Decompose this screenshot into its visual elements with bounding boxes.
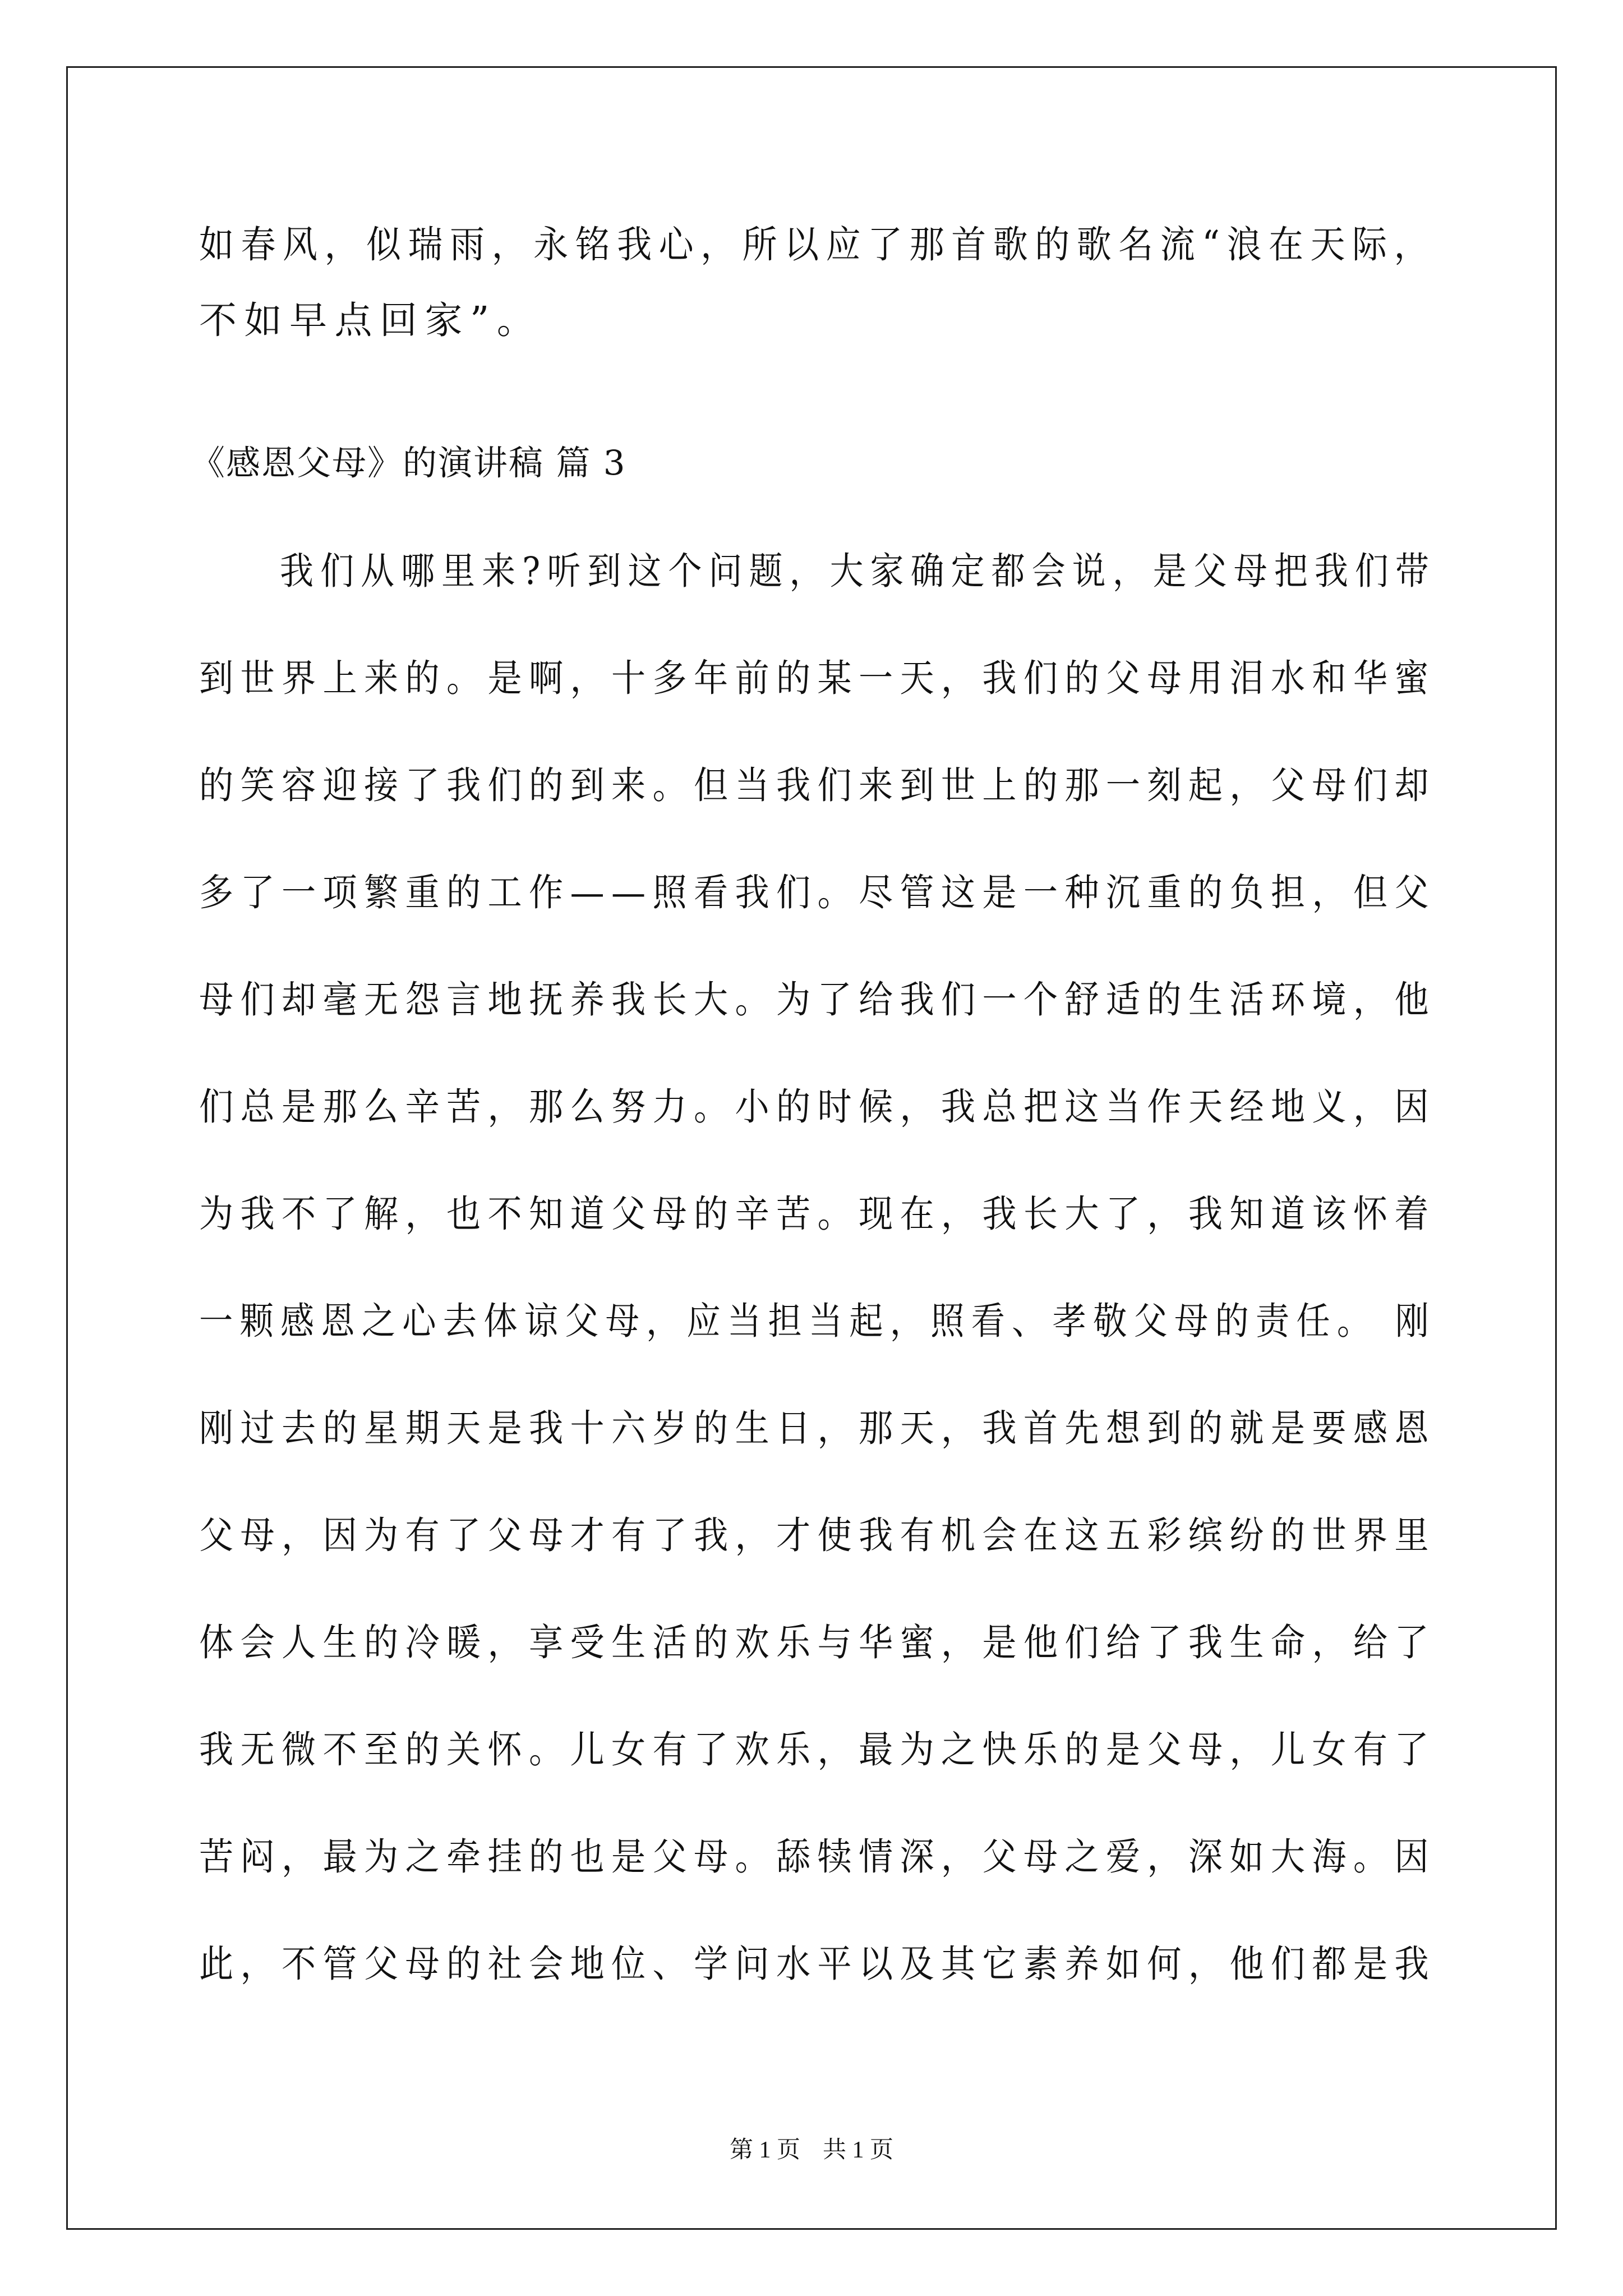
page-footer: [0, 2138, 1623, 2162]
page-border: [66, 66, 1557, 2230]
text-line: 我们从哪里来?听到这个问题，大家确定都会说，是父母把我们带: [199, 549, 1436, 593]
text-line: 刚过去的星期天是我十六岁的生日，那天，我首先想到的就是要感恩: [199, 1406, 1436, 1450]
page-total: 共 1 页: [823, 2137, 894, 2163]
text-line: 父母，因为有了父母才有了我，才使我有机会在这五彩缤纷的世界里: [199, 1513, 1436, 1557]
text-line: 母们却毫无怨言地抚养我长大。为了给我们一个舒适的生活环境，他: [199, 978, 1436, 1022]
text-line: 的笑容迎接了我们的到来。但当我们来到世上的那一刻起，父母们却: [199, 763, 1436, 807]
text-line: 我无微不至的关怀。儿女有了欢乐，最为之快乐的是父母，儿女有了: [199, 1728, 1436, 1772]
text-line: 不如早点回家”。: [199, 298, 542, 342]
text-line: 苦闷，最为之牵挂的也是父母。舔犊情深，父母之爱，深如大海。因: [199, 1835, 1436, 1879]
section-heading: 《感恩父母》的演讲稿 篇 3: [191, 443, 626, 483]
text-line: 此，不管父母的社会地位、学问水平以及其它素养如何，他们都是我: [199, 1942, 1436, 1986]
text-line: 如春风，似瑞雨，永铭我心，所以应了那首歌的歌名流“浪在天际，: [199, 223, 1436, 266]
text-line: 体会人生的冷暖，享受生活的欢乐与华蜜，是他们给了我生命，给了: [199, 1621, 1436, 1664]
text-line: 到世界上来的。是啊，十多年前的某一天，我们的父母用泪水和华蜜: [199, 656, 1436, 700]
text-line: 一颗感恩之心去体谅父母，应当担当起，照看、孝敬父母的责任。 刚: [199, 1299, 1436, 1343]
text-line: 为我不了解，也不知道父母的辛苦。现在，我长大了，我知道该怀着: [199, 1192, 1436, 1236]
text-line: 们总是那么辛苦，那么努力。小的时候，我总把这当作天经地义，因: [199, 1085, 1436, 1129]
page-number: 第 1 页: [729, 2137, 800, 2163]
text-line: 多了一项繁重的工作——照看我们。尽管这是一种沉重的负担，但父: [199, 871, 1436, 914]
